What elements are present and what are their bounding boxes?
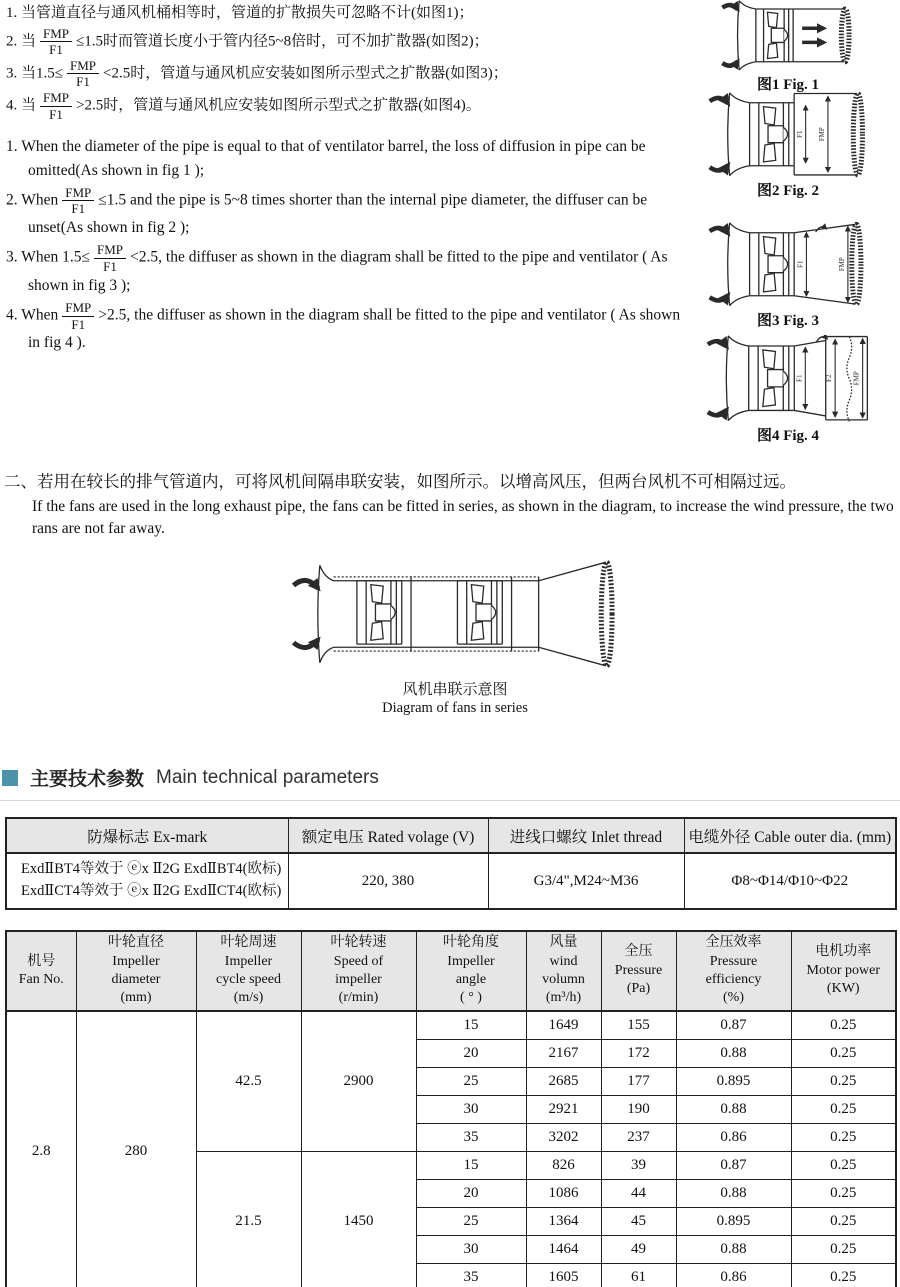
- cell-angle: 30: [416, 1236, 526, 1264]
- dim-label-f1: F1: [796, 130, 804, 138]
- en-item-3-post: <2.5, the diffuser as shown in the diagram shall be fitted to the pipe and ventilator ( As shown in fig 3 );: [28, 249, 668, 294]
- cn-item-2-pre: 2. 当: [6, 33, 37, 50]
- hdr-line: (Pa): [626, 981, 651, 997]
- cell-motor-power: 0.25: [791, 1096, 896, 1124]
- ex-mark-line-2: ExdⅡCT4等效于 ⓔx Ⅱ2G ExdⅡCT4(欧标): [21, 883, 282, 899]
- header-impeller-cycle-speed: [196, 931, 301, 1011]
- cn-item-4-post: >2.5时，管道与通风机应安装如图所示型式之扩散器(如图4)。: [76, 97, 481, 114]
- header-fan-no: [6, 931, 76, 1011]
- cell-pressure: 155: [601, 1011, 676, 1040]
- cell-wind-volume: 1605: [526, 1264, 601, 1287]
- cell-motor-power: 0.25: [791, 1152, 896, 1180]
- header-wind-volume: [526, 931, 601, 1011]
- figure-1: [678, 0, 898, 94]
- cell-efficiency: 0.86: [676, 1124, 791, 1152]
- fan-diffuser-pipe-drawing: [678, 335, 898, 423]
- cell-wind-volume: 1649: [526, 1011, 601, 1040]
- dim-label-f1: F1: [795, 374, 804, 382]
- cell-efficiency: 0.86: [676, 1264, 791, 1287]
- inlet-arrow: [293, 580, 318, 588]
- cell-wind-volume: 2685: [526, 1068, 601, 1096]
- cell-pressure: 49: [601, 1236, 676, 1264]
- pipe-end-hatch: [852, 224, 861, 304]
- fraction-denominator: F1: [71, 316, 86, 332]
- section-bullet-square-icon: [2, 770, 18, 786]
- hdr-line: impeller: [335, 972, 382, 987]
- figure-2: [678, 92, 898, 200]
- hdr-line: ( ° ): [460, 990, 482, 1006]
- cn-item-4: [6, 91, 682, 121]
- hdr-line: (r/min): [338, 990, 379, 1006]
- figure-4: [678, 335, 898, 445]
- hdr-line: wind volumn: [542, 953, 585, 987]
- hdr-line: Pressure: [709, 953, 758, 969]
- dim-label-f1: F1: [797, 260, 805, 268]
- hdr-line: (mm): [120, 990, 152, 1006]
- cn-item-1-text: 1. 当管道直径与通风机桶相等时，管道的扩散损失可忽略不计(如图1)；: [6, 5, 474, 21]
- inlet-arrow: [293, 640, 318, 648]
- performance-table-wrap: [5, 930, 897, 1287]
- cell-angle: 35: [416, 1264, 526, 1287]
- spec-table: [5, 817, 897, 910]
- hdr-line: 全压: [624, 944, 653, 960]
- fraction-denominator: F1: [76, 74, 90, 90]
- hdr-line: Pressure: [614, 962, 663, 978]
- fig2-label: 图2 Fig. 2: [756, 183, 820, 199]
- en-item-2-pre: 2. When: [6, 191, 59, 209]
- hdr-line: 风量: [549, 935, 578, 951]
- cell-efficiency: 0.88: [676, 1236, 791, 1264]
- en-item-1-text: 1. When the diameter of the pipe is equal to that of ventilator barrel, the loss of diffusion in pipe can be omitted(As shown in fig 1 );: [6, 138, 646, 179]
- hdr-line: 全压效率: [705, 935, 762, 951]
- cell-pressure: 190: [601, 1096, 676, 1124]
- fig4-label: 图4 Fig. 4: [756, 428, 820, 444]
- cell-angle: 35: [416, 1124, 526, 1152]
- cell-motor-power: 0.25: [791, 1011, 896, 1040]
- header-impeller-angle: [416, 931, 526, 1011]
- cell-pressure: 39: [601, 1152, 676, 1180]
- cell-ex-mark: [6, 853, 288, 909]
- cell-cable-outer-dia: Φ8~Φ14/Φ10~Φ22: [684, 853, 896, 909]
- section-header: [0, 764, 900, 801]
- hdr-line: Motor power: [806, 962, 880, 978]
- dim-label-fmp: FMP: [852, 371, 861, 386]
- en-item-3-pre: 3. When 1.5≤: [6, 249, 90, 267]
- section-two: [4, 468, 898, 541]
- cn-item-3: [6, 59, 682, 89]
- cell-inlet-thread: G3/4",M24~M36: [488, 853, 684, 909]
- cell-fan-no: 2.8: [6, 1011, 76, 1287]
- hdr-line: diameter: [111, 972, 161, 987]
- cell-rated-voltage: 220, 380: [288, 853, 488, 909]
- cell-efficiency: 0.87: [676, 1011, 791, 1040]
- cell-motor-power: 0.25: [791, 1124, 896, 1152]
- fraction-denominator: F1: [49, 106, 63, 122]
- performance-table: [5, 930, 897, 1287]
- fan-larger-pipe-drawing: [678, 92, 898, 178]
- cell-angle: 25: [416, 1208, 526, 1236]
- cell-motor-power: 0.25: [791, 1208, 896, 1236]
- hdr-line: 电机功率: [815, 944, 872, 960]
- en-item-4-post: >2.5, the diffuser as shown in the diagram shall be fitted to the pipe and ventilator ( As shown in fig 4 ).: [28, 306, 681, 352]
- cell-wind-volume: 1364: [526, 1208, 601, 1236]
- fmp-f1-fraction: [40, 91, 72, 121]
- cn-item-4-pre: 4. 当: [6, 97, 37, 114]
- inlet-arrows-icon: [708, 341, 727, 415]
- header-cable-outer-dia: 电缆外径 Cable outer dia. (mm): [684, 818, 896, 853]
- fig1-label: 图1 Fig. 1: [756, 77, 820, 93]
- header-pressure-efficiency: [676, 931, 791, 1011]
- hdr-line: (KW): [826, 981, 860, 997]
- header-impeller-diameter: [76, 931, 196, 1011]
- hdr-line: (m³/h): [545, 990, 582, 1006]
- cell-wind-volume: 1464: [526, 1236, 601, 1264]
- fmp-f1-fraction: [40, 27, 72, 57]
- cell-efficiency: 0.895: [676, 1068, 791, 1096]
- fmp-f1-fraction: [62, 186, 94, 216]
- instructions-block: [6, 2, 682, 358]
- cell-cycle-speed-high: 42.5: [196, 1011, 301, 1152]
- cell-wind-volume: 826: [526, 1152, 601, 1180]
- cell-efficiency: 0.87: [676, 1152, 791, 1180]
- cell-angle: 15: [416, 1011, 526, 1040]
- hdr-line: 叶轮转速: [330, 935, 387, 951]
- dim-label-f2: F2: [825, 374, 834, 382]
- header-ex-mark: 防爆标志 Ex-mark: [6, 818, 288, 853]
- section-title-chinese: 主要技术参数: [30, 769, 145, 790]
- cell-pressure: 237: [601, 1124, 676, 1152]
- hdr-line: 机号: [27, 953, 56, 969]
- inlet-arrows-icon: [722, 5, 737, 66]
- cell-motor-power: 0.25: [791, 1180, 896, 1208]
- cell-motor-power: 0.25: [791, 1040, 896, 1068]
- spec-table-data-row: [6, 853, 896, 909]
- cell-wind-volume: 1086: [526, 1180, 601, 1208]
- hdr-line: (%): [723, 990, 744, 1006]
- outlet-end-hatch: [601, 562, 612, 666]
- series-caption-chinese: 风机串联示意图: [402, 682, 508, 698]
- fan-straight-pipe-drawing: [678, 0, 898, 72]
- cell-efficiency: 0.895: [676, 1208, 791, 1236]
- fig3-label: 图3 Fig. 3: [756, 313, 820, 329]
- en-item-4: [6, 301, 682, 355]
- en-item-2: [6, 186, 682, 240]
- cell-speed-low: 1450: [301, 1152, 416, 1287]
- section-two-english: If the fans are used in the long exhaust pipe, the fans can be fitted in series, as shown in the diagram, to increase the wind pressure, the two rans are not far away.: [32, 498, 894, 538]
- cell-wind-volume: 2921: [526, 1096, 601, 1124]
- spec-table-wrap: [5, 817, 897, 910]
- fmp-f1-fraction: [94, 243, 126, 273]
- fans-in-series-drawing: [228, 556, 683, 672]
- hdr-line: efficiency: [705, 972, 762, 987]
- cell-pressure: 45: [601, 1208, 676, 1236]
- inlet-arrows-icon: [710, 98, 728, 171]
- cn-item-1: [6, 2, 682, 25]
- fmp-f1-fraction: [67, 59, 99, 89]
- fraction-numerator: FMP: [67, 59, 99, 75]
- cell-motor-power: 0.25: [791, 1264, 896, 1287]
- section-title-english: Main technical parameters: [156, 766, 379, 788]
- fraction-denominator: F1: [71, 201, 86, 217]
- table-row: [6, 1011, 896, 1040]
- chinese-instruction-list: [6, 2, 682, 121]
- cell-wind-volume: 3202: [526, 1124, 601, 1152]
- cell-angle: 25: [416, 1068, 526, 1096]
- fraction-denominator: F1: [49, 42, 63, 58]
- fraction-numerator: FMP: [40, 91, 72, 107]
- cell-speed-high: 2900: [301, 1011, 416, 1152]
- fraction-numerator: FMP: [40, 27, 72, 43]
- cell-angle: 20: [416, 1180, 526, 1208]
- cn-item-2-post: ≤1.5时而管道长度小于管内径5~8倍时，可不加扩散器(如图2)；: [76, 33, 489, 50]
- cn-item-3-pre: 3. 当1.5≤: [6, 65, 63, 82]
- figure-3: [678, 222, 898, 330]
- series-diagram-block: [226, 556, 684, 717]
- hdr-line: 叶轮周速: [220, 935, 277, 951]
- header-impeller-speed: [301, 931, 416, 1011]
- english-instruction-list: [6, 135, 682, 354]
- header-pressure: [601, 931, 676, 1011]
- cell-pressure: 177: [601, 1068, 676, 1096]
- cell-efficiency: 0.88: [676, 1096, 791, 1124]
- cell-pressure: 44: [601, 1180, 676, 1208]
- fraction-denominator: F1: [103, 259, 117, 275]
- hdr-line: Impeller: [112, 953, 160, 969]
- cell-efficiency: 0.88: [676, 1180, 791, 1208]
- hdr-line: 叶轮直径: [108, 935, 164, 951]
- hdr-line: Speed of: [333, 953, 384, 969]
- hdr-line: Impeller: [224, 953, 273, 969]
- cn-item-3-post: <2.5时，管道与通风机应安装如图所示型式之扩散器(如图3)；: [103, 65, 508, 82]
- cell-impeller-diameter: 280: [76, 1011, 196, 1287]
- cell-motor-power: 0.25: [791, 1068, 896, 1096]
- pipe-end-hatch: [841, 9, 849, 62]
- fan-diffuser-drawing: [678, 222, 898, 308]
- en-item-4-pre: 4. When: [6, 306, 59, 324]
- pipe-break-hatch: [847, 337, 852, 422]
- cell-angle: 15: [416, 1152, 526, 1180]
- en-item-1: [6, 135, 682, 182]
- header-inlet-thread: 进线口螺纹 Inlet thread: [488, 818, 684, 853]
- fraction-numerator: FMP: [62, 301, 94, 317]
- inlet-arrows-icon: [710, 228, 728, 301]
- en-item-3: [6, 243, 682, 297]
- fraction-numerator: FMP: [62, 186, 94, 202]
- cell-angle: 20: [416, 1040, 526, 1068]
- header-motor-power: [791, 931, 896, 1011]
- hdr-line: Fan No.: [18, 972, 64, 987]
- hdr-line: angle: [455, 972, 487, 987]
- hdr-line: Impeller: [447, 953, 495, 969]
- performance-header-row: [6, 931, 896, 1011]
- duct-wall-hatch: [333, 577, 538, 651]
- series-caption-english: Diagram of fans in series: [382, 700, 528, 716]
- cell-efficiency: 0.88: [676, 1040, 791, 1068]
- spec-table-header-row: [6, 818, 896, 853]
- fraction-numerator: FMP: [94, 243, 126, 259]
- hdr-line: 叶轮角度: [443, 935, 499, 951]
- en-item-2-post: ≤1.5 and the pipe is 5~8 times shorter than the internal pipe diameter, the diffuser can be unset(As shown in fig 2 );: [28, 191, 648, 237]
- dim-label-fmp: FMP: [819, 127, 827, 142]
- cell-pressure: 61: [601, 1264, 676, 1287]
- section-two-chinese: 二、若用在较长的排气管道内，可将风机间隔串联安装，如图所示。以增高风压，但两台风机不可相隔过远。: [4, 473, 796, 491]
- ex-mark-line-1: ExdⅡBT4等效于 ⓔx Ⅱ2G ExdⅡBT4(欧标): [21, 861, 282, 878]
- cell-wind-volume: 2167: [526, 1040, 601, 1068]
- cell-pressure: 172: [601, 1040, 676, 1068]
- cell-cycle-speed-low: 21.5: [196, 1152, 301, 1287]
- hdr-line: cycle speed: [216, 972, 281, 987]
- cell-angle: 30: [416, 1096, 526, 1124]
- hdr-line: (m/s): [233, 990, 264, 1006]
- dim-label-fmp: FMP: [839, 257, 847, 272]
- pipe-end-hatch: [853, 94, 862, 175]
- fmp-f1-fraction: [62, 301, 94, 331]
- cn-item-2: [6, 27, 682, 57]
- cell-motor-power: 0.25: [791, 1236, 896, 1264]
- header-rated-voltage: 额定电压 Rated volage (V): [288, 818, 488, 853]
- section-divider: [0, 800, 900, 801]
